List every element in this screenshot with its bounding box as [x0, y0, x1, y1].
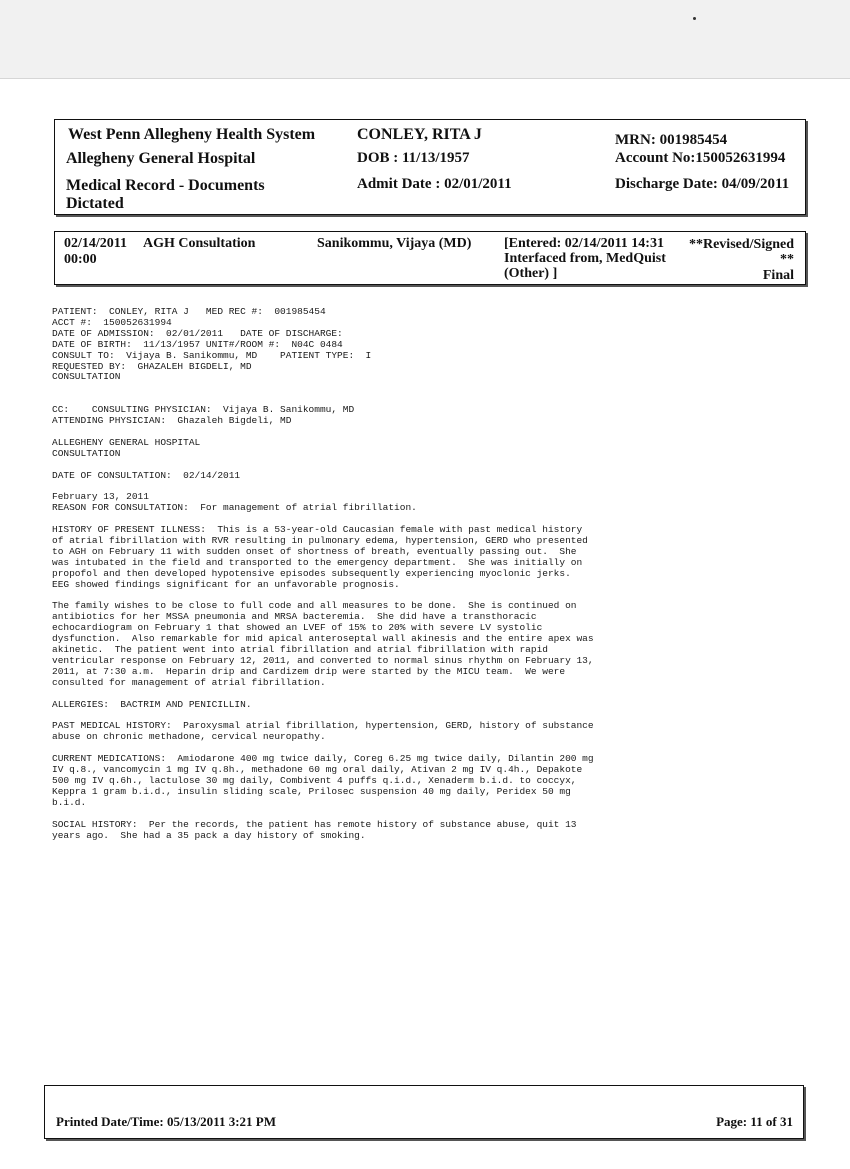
record-type-line1: Medical Record - Documents — [66, 177, 265, 194]
encounter-date: 02/14/2011 — [64, 236, 128, 251]
entered-line1: [Entered: 02/14/2011 14:31 — [504, 236, 664, 251]
discharge-date: Discharge Date: 04/09/2011 — [615, 176, 790, 192]
status-line1: **Revised/Signed — [688, 237, 794, 252]
patient-name: CONLEY, RITA J — [357, 126, 482, 143]
printed-date-time: Printed Date/Time: 05/13/2011 3:21 PM — [56, 1114, 277, 1129]
footer-box — [44, 1085, 804, 1139]
encounter-box — [54, 231, 806, 285]
header-box — [54, 119, 806, 215]
account-number: Account No:150052631994 — [615, 150, 786, 166]
scan-background-strip — [0, 0, 850, 79]
record-type-line2: Dictated — [66, 195, 124, 212]
hospital-name: Allegheny General Hospital — [66, 150, 256, 167]
page-number: Page: 11 of 31 — [716, 1114, 793, 1129]
consultation-note-body: PATIENT: CONLEY, RITA J MED REC #: 001985454 ACCT #: 150052631994 DATE OF ADMISSION: 02/01/2011 DATE OF DISCHARGE: DATE OF BIRTH: 11/13/1957 UNIT#/ROOM #: N04C 0484 CONSULT TO: Vijaya B. Sanikommu, MD PATIENT TYPE: I REQUESTED BY: GHAZALEH BIGDELI, MD CONSULTATION CC: CONSULTING PHYSICIAN: Vijaya B. Sanikommu, MD ATTENDING PHYSICIAN: Ghazaleh Bigdeli, MD ALLEGHENY GENERAL HOSPITAL CONSULTATION DATE OF CONSULTATION: 02/14/2011 February 13, 2011 REASON FOR CONSULTATION: For management of atrial fibrillation. HISTORY OF PRESENT ILLNESS: This is a 53-year-old Caucasian female with past medical history of atrial fibrillation with RVR resulting in pulmonary edema, hypertension, GERD who presented to AGH on February 11 with sudden onset of shortness of breath, eventually passing out. She was intubated in the field and transported to the emergency department. She was initially on propofol and then developed hypotensive episodes subsequently experiencing myoclonic jerks. EEG showed findings significant for an unfavorable prognosis. The family wishes to be close to full code and all measures to be done. She is continued on antibiotics for her MSSA pneumonia and MRSA bacteremia. She did have a transthoracic echocardiogram on February 1 that showed an LVEF of 15% to 20% with severe LV systolic dysfunction. Also remarkable for mid apical anteroseptal wall akinesis and the entire apex was akinetic. The patient went into atrial fibrillation and atrial fibrillation with rapid ventricular response on February 12, 2011, and converted to normal sinus rhythm on February 13, 2011, at 7:30 a.m. Heparin drip and Cardizem drip were started by the MICU team. We were consulted for management of atrial fibrillation. ALLERGIES: BACTRIM AND PENICILLIN. PAST MEDICAL HISTORY: Paroxysmal atrial fibrillation, hypertension, GERD, history of substance abuse on chronic methadone, cervical neuropathy. CURRENT MEDICATIONS: Amiodarone 400 mg twice daily, Coreg 6.25 mg twice daily, Dilantin 200 mg IV q.8., vancomycin 1 mg IV q.8h., methadone 60 mg oral daily, Ativan 2 mg IV q.4h., Depakote 500 mg IV q.6h., lactulose 30 mg daily, Combivent 4 puffs q.i.d., Xenaderm b.i.d. to coccyx, Keppra 1 gram b.i.d., insulin sliding scale, Prilosec suspension 40 mg daily, Peridex 50 mg b.i.d. SOCIAL HISTORY: Per the records, the patient has remote history of substance abuse, quit 13 years ago. She had a 35 pack a day history of smoking. — [52, 306, 594, 841]
entered-line3: (Other) ] — [504, 266, 558, 281]
admit-date: Admit Date : 02/01/2011 — [357, 176, 512, 192]
scan-speck — [693, 17, 696, 20]
entered-line2: Interfaced from, MedQuist — [504, 251, 666, 266]
encounter-time: 00:00 — [64, 252, 97, 267]
health-system-name: West Penn Allegheny Health System — [68, 126, 316, 143]
mrn: MRN: 001985454 — [615, 132, 728, 148]
author: Sanikommu, Vijaya (MD) — [317, 236, 472, 251]
document-type: AGH Consultation — [143, 236, 256, 251]
status-line3: Final — [762, 268, 794, 283]
date-of-birth: DOB : 11/13/1957 — [357, 150, 470, 166]
status-line2: ** — [780, 252, 794, 267]
